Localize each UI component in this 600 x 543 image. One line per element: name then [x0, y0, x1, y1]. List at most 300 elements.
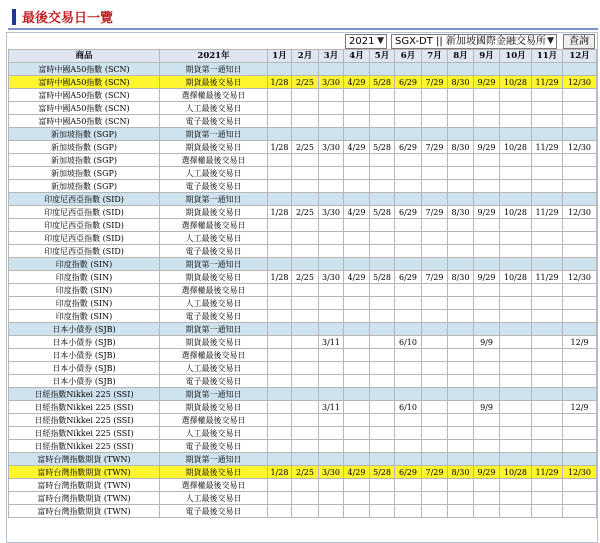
month-date-cell [344, 180, 370, 193]
date-type-cell: 電子最後交易日 [160, 180, 268, 193]
month-date-cell: 5/28 [370, 206, 395, 219]
header-divider [8, 28, 598, 30]
month-date-cell: 6/10 [395, 336, 422, 349]
month-date-cell [292, 297, 319, 310]
month-date-cell [395, 180, 422, 193]
month-date-cell [395, 427, 422, 440]
month-date-cell [532, 102, 563, 115]
month-date-cell: 3/30 [319, 206, 344, 219]
month-date-cell [395, 453, 422, 466]
month-date-cell [344, 154, 370, 167]
month-date-cell [422, 284, 448, 297]
month-date-cell [395, 375, 422, 388]
month-date-cell [422, 388, 448, 401]
month-date-cell [319, 193, 344, 206]
month-date-cell [268, 453, 292, 466]
month-date-cell [563, 115, 597, 128]
month-date-cell [500, 453, 532, 466]
month-date-cell [370, 180, 395, 193]
table-row [9, 206, 597, 219]
month-date-cell [563, 167, 597, 180]
month-date-cell [344, 167, 370, 180]
month-date-cell [370, 492, 395, 505]
month-date-cell [422, 232, 448, 245]
month-date-cell [292, 128, 319, 141]
month-date-cell [370, 388, 395, 401]
month-date-cell [370, 362, 395, 375]
table-row [9, 180, 597, 193]
month-date-cell: 12/30 [563, 76, 597, 89]
month-date-cell [448, 128, 474, 141]
month-date-cell [268, 414, 292, 427]
month-date-cell [474, 362, 500, 375]
month-date-cell [448, 193, 474, 206]
month-date-cell [422, 219, 448, 232]
month-date-cell [268, 310, 292, 323]
month-date-cell [370, 63, 395, 76]
month-date-cell: 8/30 [448, 271, 474, 284]
product-cell: 印度指數 (SIN) [9, 271, 160, 284]
month-date-cell [319, 89, 344, 102]
month-date-cell: 12/30 [563, 271, 597, 284]
date-type-cell: 選擇權最後交易日 [160, 284, 268, 297]
date-type-cell: 期貨最後交易日 [160, 141, 268, 154]
month-date-cell [370, 232, 395, 245]
month-date-cell [532, 284, 563, 297]
month-date-cell [344, 453, 370, 466]
month-date-cell [344, 492, 370, 505]
month-date-cell [292, 63, 319, 76]
month-date-cell [500, 115, 532, 128]
month-date-cell [474, 63, 500, 76]
query-button[interactable]: 查詢 [563, 34, 595, 49]
month-date-cell [563, 453, 597, 466]
month-date-cell [422, 401, 448, 414]
table-row [9, 479, 597, 492]
table-row [9, 115, 597, 128]
month-date-cell: 2/25 [292, 206, 319, 219]
month-date-cell [292, 336, 319, 349]
month-date-cell [532, 128, 563, 141]
month-date-cell [268, 193, 292, 206]
month-date-cell [319, 180, 344, 193]
month-date-cell [500, 440, 532, 453]
month-date-cell [500, 310, 532, 323]
month-date-cell [268, 284, 292, 297]
month-date-cell [532, 388, 563, 401]
month-date-cell [422, 154, 448, 167]
month-date-cell [292, 232, 319, 245]
month-date-cell [292, 154, 319, 167]
month-date-cell [370, 102, 395, 115]
product-cell: 印度尼西亞指數 (SID) [9, 219, 160, 232]
product-cell: 富時中國A50指數 (SCN) [9, 76, 160, 89]
product-cell: 印度指數 (SIN) [9, 258, 160, 271]
month-date-cell [422, 375, 448, 388]
month-date-cell [448, 362, 474, 375]
month-date-cell [532, 440, 563, 453]
month-date-cell: 11/29 [532, 76, 563, 89]
month-date-cell [448, 310, 474, 323]
month-date-cell [292, 375, 319, 388]
month-date-cell [319, 362, 344, 375]
month-date-cell: 4/29 [344, 271, 370, 284]
exchange-select[interactable] [391, 34, 557, 49]
month-date-cell [448, 349, 474, 362]
product-cell: 印度尼西亞指數 (SID) [9, 193, 160, 206]
year-select[interactable] [345, 34, 387, 49]
column-header: 8月 [448, 50, 474, 63]
month-date-cell [563, 128, 597, 141]
month-date-cell [500, 401, 532, 414]
month-date-cell [532, 310, 563, 323]
year-select-value: 2021 [349, 36, 375, 47]
month-date-cell [268, 89, 292, 102]
product-cell: 日經指數Nikkei 225 (SSI) [9, 440, 160, 453]
month-date-cell [370, 245, 395, 258]
month-date-cell [292, 115, 319, 128]
month-date-cell [563, 492, 597, 505]
date-type-cell: 選擇權最後交易日 [160, 154, 268, 167]
column-header: 11月 [532, 50, 563, 63]
month-date-cell: 1/28 [268, 271, 292, 284]
month-date-cell [268, 219, 292, 232]
date-type-cell: 電子最後交易日 [160, 310, 268, 323]
month-date-cell [268, 258, 292, 271]
month-date-cell [422, 440, 448, 453]
month-date-cell: 12/30 [563, 141, 597, 154]
month-date-cell [474, 180, 500, 193]
month-date-cell [344, 297, 370, 310]
month-date-cell: 5/28 [370, 466, 395, 479]
month-date-cell [344, 102, 370, 115]
product-cell: 富時中國A50指數 (SCN) [9, 115, 160, 128]
month-date-cell: 5/28 [370, 76, 395, 89]
table-row [9, 89, 597, 102]
column-header: 6月 [395, 50, 422, 63]
month-date-cell [319, 492, 344, 505]
month-date-cell [370, 284, 395, 297]
month-date-cell [448, 336, 474, 349]
month-date-cell [292, 453, 319, 466]
month-date-cell [474, 388, 500, 401]
month-date-cell [395, 102, 422, 115]
month-date-cell [474, 349, 500, 362]
product-cell: 日經指數Nikkei 225 (SSI) [9, 427, 160, 440]
product-cell: 富時中國A50指數 (SCN) [9, 63, 160, 76]
month-date-cell [500, 232, 532, 245]
date-type-cell: 選擇權最後交易日 [160, 479, 268, 492]
month-date-cell [268, 336, 292, 349]
month-date-cell [474, 193, 500, 206]
month-date-cell [292, 167, 319, 180]
month-date-cell [370, 219, 395, 232]
table-group-row [9, 388, 597, 401]
table-row [9, 505, 597, 518]
month-date-cell [395, 440, 422, 453]
month-date-cell [319, 245, 344, 258]
month-date-cell [395, 128, 422, 141]
month-date-cell [319, 284, 344, 297]
month-date-cell [563, 388, 597, 401]
date-type-cell: 期貨第一通知日 [160, 258, 268, 271]
month-date-cell [474, 284, 500, 297]
month-date-cell [319, 453, 344, 466]
month-date-cell [292, 219, 319, 232]
exchange-select-value: SGX-DT || 新加坡國際金融交易所 [395, 36, 546, 47]
month-date-cell [344, 323, 370, 336]
month-date-cell [422, 336, 448, 349]
month-date-cell: 10/28 [500, 141, 532, 154]
month-date-cell: 9/29 [474, 466, 500, 479]
month-date-cell [448, 180, 474, 193]
month-date-cell: 6/29 [395, 466, 422, 479]
month-date-cell [395, 115, 422, 128]
month-date-cell [563, 440, 597, 453]
month-date-cell [532, 297, 563, 310]
table-row [9, 492, 597, 505]
month-date-cell [422, 115, 448, 128]
month-date-cell: 11/29 [532, 466, 563, 479]
month-date-cell [370, 479, 395, 492]
product-cell: 印度尼西亞指數 (SID) [9, 232, 160, 245]
month-date-cell [474, 128, 500, 141]
column-header: 2021年 [160, 50, 268, 63]
month-date-cell [500, 258, 532, 271]
product-cell: 富時中國A50指數 (SCN) [9, 89, 160, 102]
month-date-cell: 9/29 [474, 271, 500, 284]
month-date-cell [268, 375, 292, 388]
date-type-cell: 期貨最後交易日 [160, 206, 268, 219]
month-date-cell [370, 193, 395, 206]
month-date-cell [422, 63, 448, 76]
table-row [9, 349, 597, 362]
month-date-cell [448, 167, 474, 180]
date-type-cell: 電子最後交易日 [160, 245, 268, 258]
month-date-cell [268, 492, 292, 505]
product-cell: 富時台灣指數期貨 (TWN) [9, 479, 160, 492]
date-type-cell: 期貨第一通知日 [160, 128, 268, 141]
month-date-cell [319, 115, 344, 128]
month-date-cell [474, 167, 500, 180]
month-date-cell [319, 63, 344, 76]
table-row [9, 232, 597, 245]
month-date-cell [268, 505, 292, 518]
month-date-cell [500, 284, 532, 297]
month-date-cell [395, 479, 422, 492]
product-cell: 富時台灣指數期貨 (TWN) [9, 466, 160, 479]
month-date-cell [563, 89, 597, 102]
month-date-cell [422, 453, 448, 466]
month-date-cell [422, 297, 448, 310]
date-type-cell: 選擇權最後交易日 [160, 414, 268, 427]
month-date-cell [532, 115, 563, 128]
month-date-cell [563, 310, 597, 323]
month-date-cell: 9/9 [474, 336, 500, 349]
month-date-cell [344, 349, 370, 362]
month-date-cell [500, 154, 532, 167]
date-type-cell: 人工最後交易日 [160, 492, 268, 505]
product-cell: 新加坡指數 (SGP) [9, 128, 160, 141]
month-date-cell [370, 401, 395, 414]
month-date-cell [344, 245, 370, 258]
month-date-cell: 10/28 [500, 466, 532, 479]
last-trading-day-table [8, 49, 597, 518]
month-date-cell [344, 232, 370, 245]
month-date-cell [532, 362, 563, 375]
month-date-cell: 5/28 [370, 141, 395, 154]
month-date-cell [448, 232, 474, 245]
month-date-cell: 4/29 [344, 466, 370, 479]
month-date-cell [370, 414, 395, 427]
date-type-cell: 人工最後交易日 [160, 167, 268, 180]
month-date-cell [395, 154, 422, 167]
month-date-cell [319, 232, 344, 245]
month-date-cell [422, 505, 448, 518]
month-date-cell [532, 232, 563, 245]
table-row [9, 102, 597, 115]
month-date-cell: 3/30 [319, 76, 344, 89]
month-date-cell [448, 388, 474, 401]
month-date-cell [422, 362, 448, 375]
month-date-cell [292, 362, 319, 375]
month-date-cell [395, 284, 422, 297]
month-date-cell [500, 297, 532, 310]
month-date-cell: 3/11 [319, 336, 344, 349]
table-row [9, 219, 597, 232]
month-date-cell [563, 219, 597, 232]
table-row [9, 310, 597, 323]
month-date-cell: 4/29 [344, 206, 370, 219]
month-date-cell [474, 115, 500, 128]
date-type-cell: 人工最後交易日 [160, 362, 268, 375]
month-date-cell [500, 128, 532, 141]
product-cell: 新加坡指數 (SGP) [9, 180, 160, 193]
month-date-cell [563, 349, 597, 362]
month-date-cell [268, 115, 292, 128]
month-date-cell [448, 63, 474, 76]
month-date-cell [292, 505, 319, 518]
month-date-cell [474, 453, 500, 466]
month-date-cell [474, 245, 500, 258]
month-date-cell [500, 492, 532, 505]
month-date-cell [474, 505, 500, 518]
month-date-cell [319, 154, 344, 167]
month-date-cell [500, 219, 532, 232]
column-header: 2月 [292, 50, 319, 63]
table-body [9, 63, 597, 518]
month-date-cell [344, 479, 370, 492]
month-date-cell [563, 323, 597, 336]
table-row [9, 414, 597, 427]
month-date-cell [319, 128, 344, 141]
month-date-cell [268, 388, 292, 401]
month-date-cell [500, 349, 532, 362]
month-date-cell [422, 492, 448, 505]
month-date-cell [474, 154, 500, 167]
month-date-cell [268, 401, 292, 414]
table-group-row [9, 323, 597, 336]
month-date-cell [344, 310, 370, 323]
table-row [9, 466, 597, 479]
month-date-cell [500, 414, 532, 427]
month-date-cell [474, 297, 500, 310]
month-date-cell [319, 219, 344, 232]
month-date-cell [268, 180, 292, 193]
month-date-cell [532, 375, 563, 388]
month-date-cell: 7/29 [422, 466, 448, 479]
month-date-cell [563, 284, 597, 297]
month-date-cell [532, 336, 563, 349]
month-date-cell [395, 193, 422, 206]
product-cell: 日本小債券 (SJB) [9, 323, 160, 336]
month-date-cell [474, 102, 500, 115]
month-date-cell [268, 362, 292, 375]
month-date-cell [370, 505, 395, 518]
month-date-cell: 4/29 [344, 76, 370, 89]
month-date-cell [448, 375, 474, 388]
table-row [9, 375, 597, 388]
month-date-cell [292, 258, 319, 271]
product-cell: 日本小債券 (SJB) [9, 349, 160, 362]
month-date-cell [474, 258, 500, 271]
table-row [9, 362, 597, 375]
table-row [9, 271, 597, 284]
month-date-cell: 10/28 [500, 76, 532, 89]
month-date-cell [422, 193, 448, 206]
month-date-cell [268, 427, 292, 440]
month-date-cell [395, 219, 422, 232]
month-date-cell [268, 154, 292, 167]
date-type-cell: 人工最後交易日 [160, 297, 268, 310]
month-date-cell: 12/30 [563, 206, 597, 219]
month-date-cell [395, 414, 422, 427]
table-group-row [9, 128, 597, 141]
month-date-cell [532, 193, 563, 206]
month-date-cell [422, 167, 448, 180]
month-date-cell [563, 193, 597, 206]
product-cell: 日經指數Nikkei 225 (SSI) [9, 401, 160, 414]
month-date-cell [319, 323, 344, 336]
month-date-cell [500, 180, 532, 193]
month-date-cell [395, 505, 422, 518]
month-date-cell [563, 375, 597, 388]
date-type-cell: 選擇權最後交易日 [160, 89, 268, 102]
month-date-cell [500, 427, 532, 440]
month-date-cell [370, 323, 395, 336]
column-header: 9月 [474, 50, 500, 63]
month-date-cell [292, 245, 319, 258]
month-date-cell: 6/29 [395, 76, 422, 89]
date-type-cell: 期貨最後交易日 [160, 401, 268, 414]
date-type-cell: 選擇權最後交易日 [160, 219, 268, 232]
month-date-cell [319, 479, 344, 492]
month-date-cell [448, 284, 474, 297]
month-date-cell [292, 388, 319, 401]
month-date-cell: 7/29 [422, 141, 448, 154]
table-row [9, 154, 597, 167]
month-date-cell [422, 349, 448, 362]
month-date-cell: 8/30 [448, 466, 474, 479]
product-cell: 日本小債券 (SJB) [9, 375, 160, 388]
month-date-cell [370, 167, 395, 180]
month-date-cell [319, 167, 344, 180]
table-row [9, 336, 597, 349]
month-date-cell: 8/30 [448, 141, 474, 154]
chevron-down-icon: ▼ [547, 36, 554, 46]
month-date-cell [563, 232, 597, 245]
month-date-cell [563, 180, 597, 193]
